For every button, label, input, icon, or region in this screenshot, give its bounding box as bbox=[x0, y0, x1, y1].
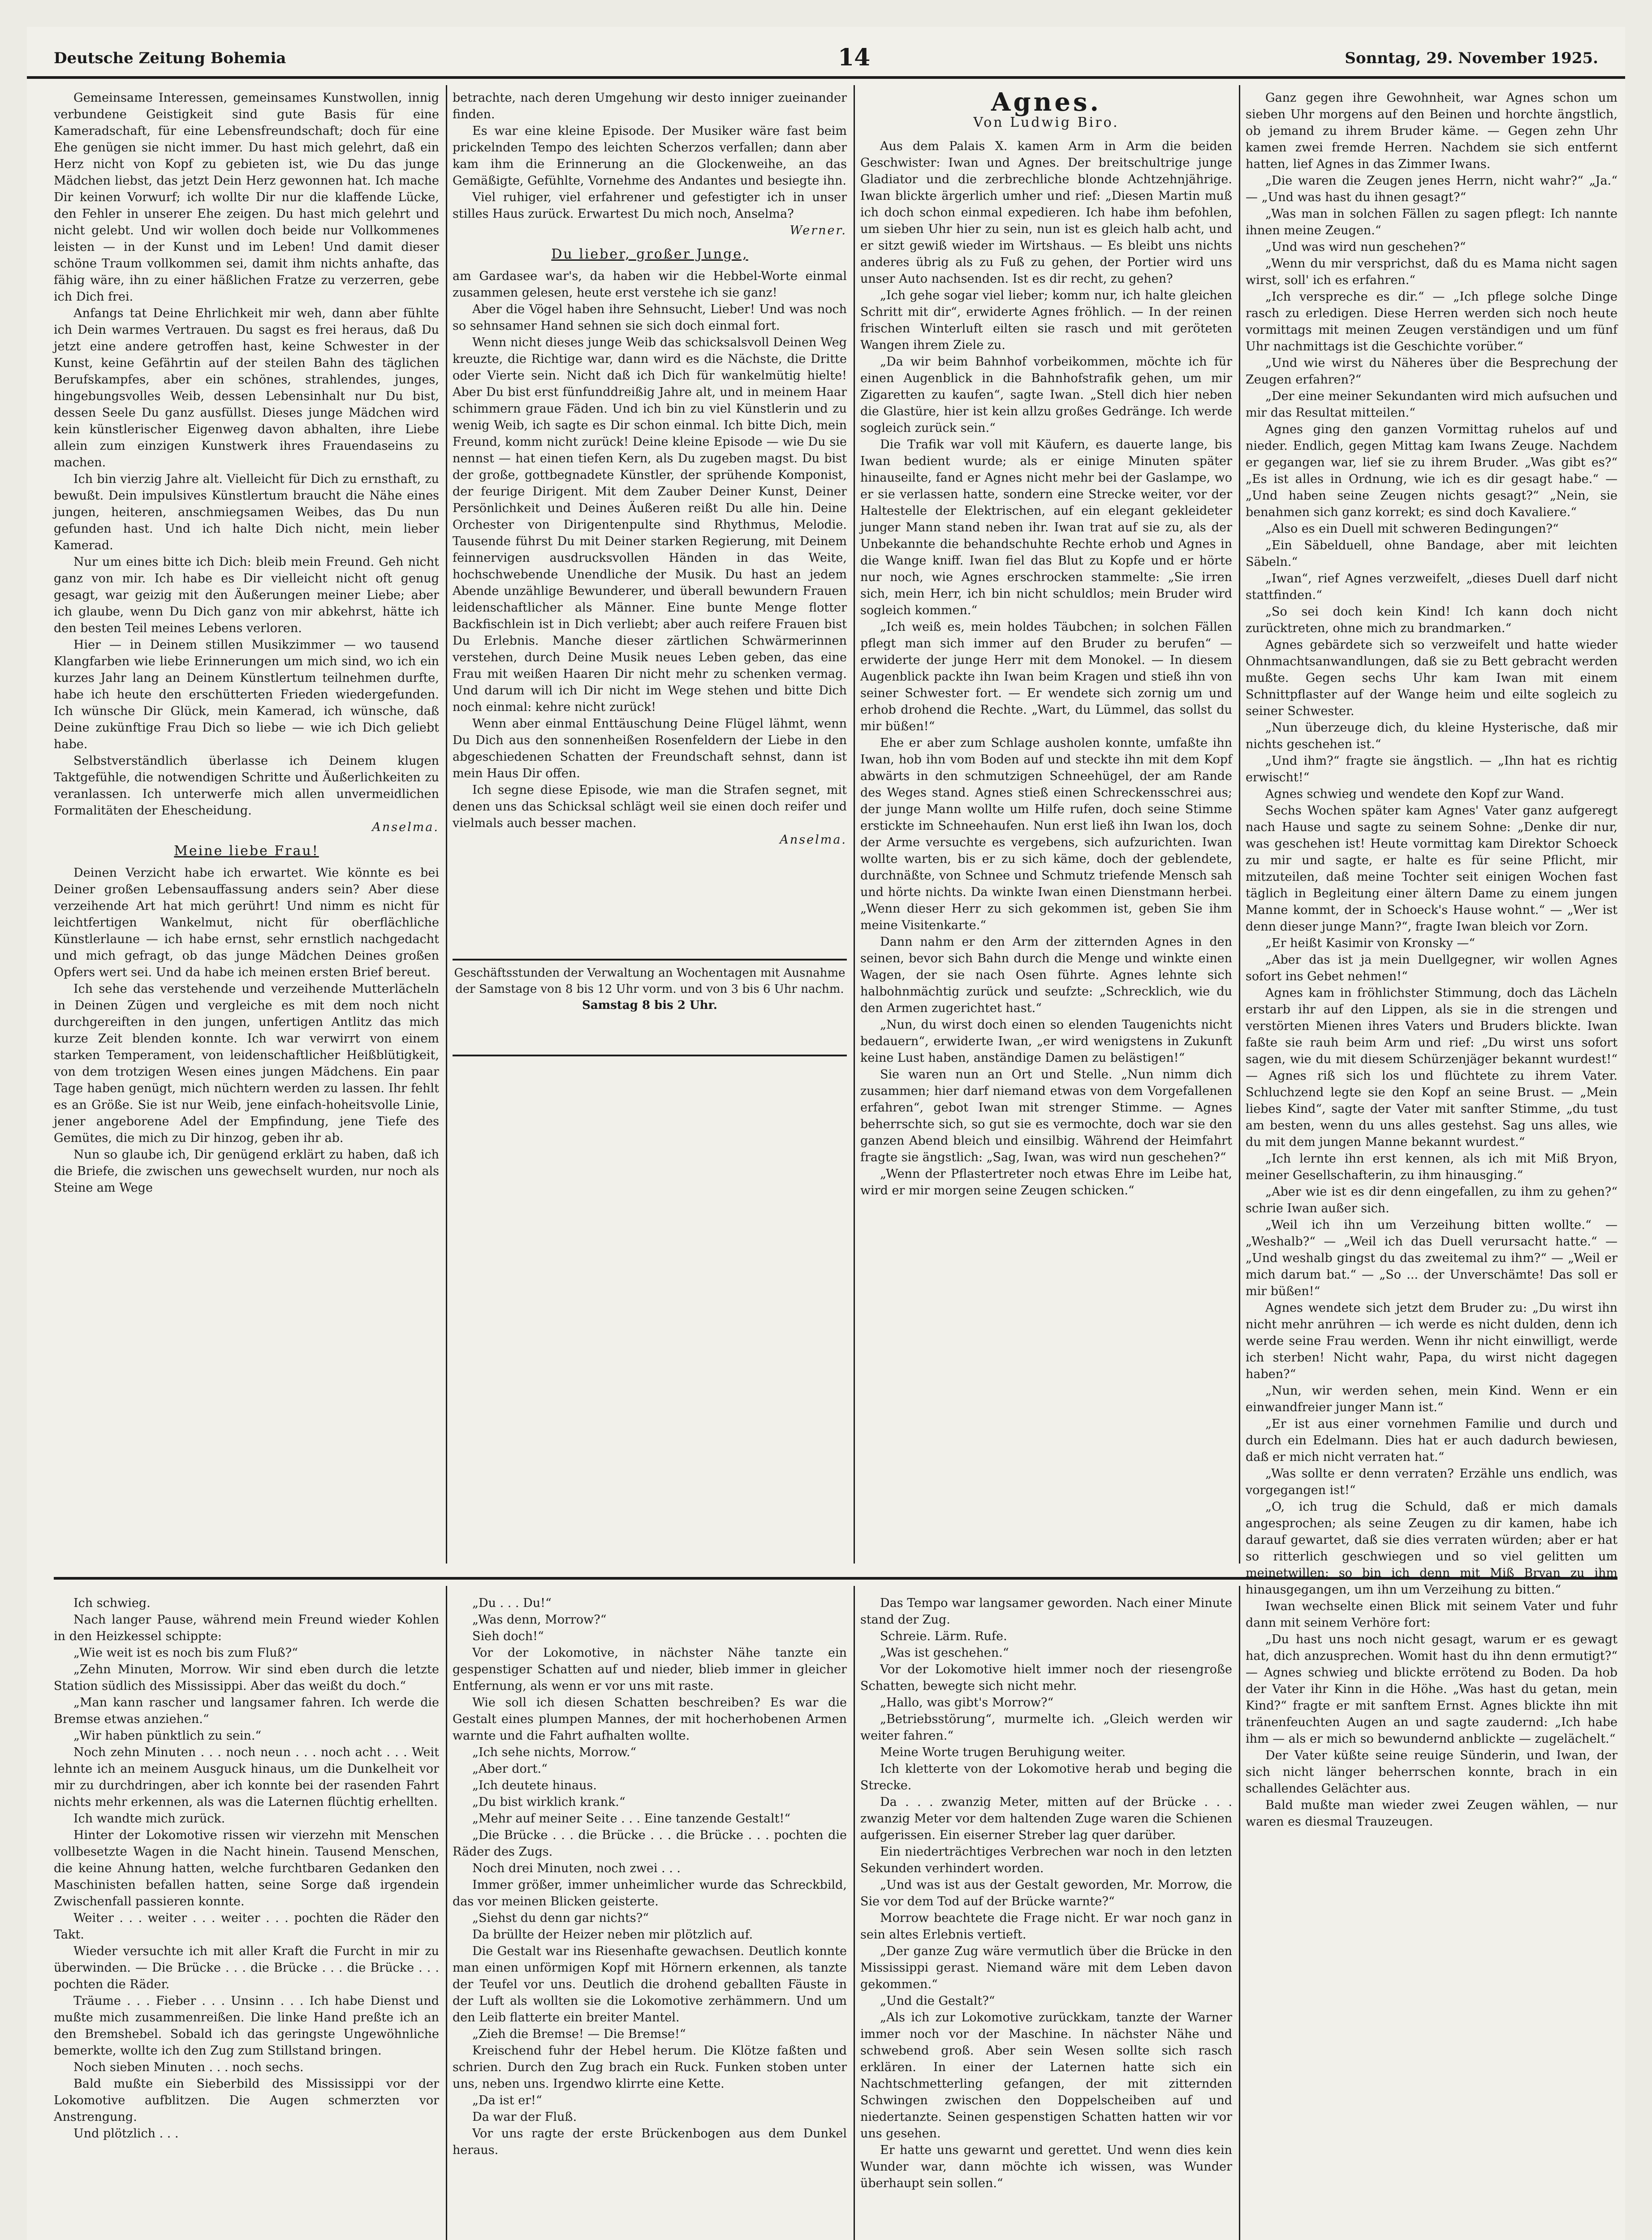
paragraph: „Du bist wirklich krank.“ bbox=[472, 1795, 625, 1809]
paragraph: Noch drei Minuten, noch zwei . . . bbox=[472, 1861, 681, 1875]
paragraph: „Was man in solchen Fällen zu sagen pflegt: Ich nannte ihnen meine Zeugen.“ bbox=[1246, 207, 1617, 237]
paragraph: Anfangs tat Deine Ehrlichkeit mir weh, dann aber fühlte ich Dein warmes Vertrauen. Du sagst es frei heraus, daß Du jetzt eine andere getroffen hast, keine Schwester in der Kunst, keine Gefährtin auf der steilen Bahn des täglichen Berufskampfes, aber ein schönes, strahlendes, junges, hingebungsvolles Weib, dessen Lebensinhalt nur Du bist, dessen Seele Du ganz ausfüllst. Dieses junge Mädchen wird kein künstlerischer Eigenweg davon abhalten, ihre Liebe allein zum einzigen Kunstwerk ihres Frauendaseins zu machen. bbox=[54, 306, 439, 470]
paragraph: „Was ist geschehen.“ bbox=[880, 1646, 1009, 1660]
paragraph: Sie waren nun an Ort und Stelle. „Nun nimm dich zusammen; hier darf niemand etwas von dem Vorgefallenen erfahren“, gebot Iwan mit strenger Stimme. — Agnes beherrschte sich, so gut sie es vermochte, doch war sie den ganzen Abend bleich und einsilbig. Während der Heimfahrt fragte sie ängstlich: „Sag, Iwan, was wird nun geschehen?“ bbox=[860, 1068, 1232, 1164]
paragraph: Sieh doch!“ bbox=[472, 1629, 544, 1643]
paragraph: Immer größer, immer unheimlicher wurde das Schreckbild, das vor meinen Blicken geisterte. bbox=[453, 1878, 847, 1908]
notice-line: Samstag 8 bis 2 Uhr. bbox=[582, 999, 717, 1012]
signature: Werner. bbox=[789, 224, 847, 237]
paragraph: „Betriebsstörung“, murmelte ich. „Gleich werden wir weiter fahren.“ bbox=[860, 1712, 1232, 1743]
signature: Anselma. bbox=[372, 820, 439, 834]
feuilleton-column-2 bbox=[453, 1595, 847, 2240]
paragraph: Hinter der Lokomotive rissen wir vierzehn mit Menschen vollbesetzte Wagen in die Nacht hinein. Tausend Menschen, die keine Ahnung hatten, welche furchtbaren Gedanken den Maschinisten befallen hatten, seine Sorge daß irgendein Zwischenfall passieren konnte. bbox=[54, 1828, 439, 1908]
story-column-2 bbox=[1246, 90, 1617, 1829]
paragraph: Da brüllte der Heizer neben mir plötzlich auf. bbox=[472, 1928, 753, 1942]
paragraph: „Und was ist aus der Gestalt geworden, Mr. Morrow, die Sie vor dem Tod auf der Brücke warnte?“ bbox=[860, 1878, 1232, 1908]
column-divider bbox=[446, 1586, 447, 2240]
paragraph: „Die Brücke . . . die Brücke . . . die Brücke . . . pochten die Räder des Zugs. bbox=[453, 1828, 847, 1859]
paragraph: „Und wie wirst du Näheres über die Besprechung der Zeugen erfahren?“ bbox=[1246, 356, 1617, 387]
paragraph: „Und ihm?“ fragte sie ängstlich. — „Ihn hat es richtig erwischt!“ bbox=[1246, 754, 1617, 784]
paragraph: „Aber dort.“ bbox=[472, 1762, 548, 1776]
page-header bbox=[27, 36, 1625, 79]
paragraph: Das Tempo war langsamer geworden. Nach einer Minute stand der Zug. bbox=[860, 1596, 1232, 1627]
paragraph: „Wir haben pünktlich zu sein.“ bbox=[73, 1729, 262, 1743]
paragraph: Wenn aber einmal Enttäuschung Deine Flügel lähmt, wenn Du Dich aus den sonnenheißen Rosenfeldern der Liebe in den abgeschiedenen Schatten der Freundschaft sehnst, dann ist mein Haus Dir offen. bbox=[453, 717, 847, 780]
paragraph: Der Vater küßte seine reuige Sünderin, und Iwan, der sich nicht länger beherrschen konnte, brach in ein schallendes Gelächter aus. bbox=[1246, 1749, 1617, 1796]
story-author: Von Ludwig Biro. bbox=[973, 115, 1119, 130]
paragraph: Er hatte uns gewarnt und gerettet. Und wenn dies kein Wunder war, dann möchte ich wissen, was Wunder überhaupt sein sollen.“ bbox=[860, 2143, 1232, 2190]
column-divider bbox=[446, 85, 447, 1564]
paragraph: Weiter . . . weiter . . . weiter . . . pochten die Räder den Takt. bbox=[54, 1911, 439, 1942]
paragraph: „Da wir beim Bahnhof vorbeikommen, möchte ich für einen Augenblick in die Bahnhofstrafik gehen, um mir Zigaretten zu kaufen“, sagte Iwan. „Stell dich hier neben die Glastüre, hier ist kein allzu großes Gedränge. Ich werde sogleich zurück sein.“ bbox=[860, 355, 1232, 435]
paragraph: Morrow beachtete die Frage nicht. Er war noch ganz in sein altes Erlebnis vertieft. bbox=[860, 1911, 1232, 1942]
paragraph: Schreie. Lärm. Rufe. bbox=[880, 1629, 1007, 1643]
paragraph: Agnes wendete sich jetzt dem Bruder zu: „Du wirst ihn nicht mehr anrühren — ich werde es nicht dulden, denn ich werde seine Frau werden. Wenn ihr nicht einwilligt, werde ich sterben! Nicht wahr, Papa, du wirst nicht dagegen haben?“ bbox=[1246, 1301, 1617, 1381]
paragraph: Ehe er aber zum Schlage ausholen konnte, umfaßte ihn Iwan, hob ihn vom Boden auf und steckte ihn mit dem Kopf abwärts in den schmutzigen Schneehügel, der am Rande des Weges stand. Agnes stieß einen Schreckensschrei aus; der junge Mann wollte um Hilfe rufen, doch seine Stimme erstickte im Schneehaufen. Nun erst ließ ihn Iwan los, doch der Arme versuchte es vergebens, sich aufzurichten. Iwan wollte warten, bis er zu sich käme, doch der geblendete, durchnäßte, von Schnee und Schmutz triefende Mensch sah und hörte nichts. Da winkte Iwan einen Dienstmann herbei. „Wenn dieser Herr zu sich gekommen ist, geben Sie ihm meine Visitenkarte.“ bbox=[860, 736, 1232, 932]
paragraph: Agnes schwieg und wendete den Kopf zur Wand. bbox=[1265, 787, 1564, 801]
paragraph: Es war eine kleine Episode. Der Musiker wäre fast beim prickelnden Tempo des leichten Scherzos verfallen; dann aber kam ihm die Erinnerung an die Glockenweihe, an das Gemäßigte, Gefühlte, Vornehme des Andantes und besiegte ihn. bbox=[453, 124, 847, 188]
paragraph: Iwan wechselte einen Blick mit seinem Vater und fuhr dann mit seinem Verhöre fort: bbox=[1246, 1599, 1617, 1630]
paragraph: Nun so glaube ich, Dir genügend erklärt zu haben, daß ich die Briefe, die zwischen uns gewechselt wurden, nur noch als Steine am Wege bbox=[54, 1148, 439, 1195]
signature: Anselma. bbox=[780, 833, 847, 847]
paragraph: Wie soll ich diesen Schatten beschreiben? Es war die Gestalt eines plumpen Mannes, der mit hocherhobenen Armen warnte und die Fahrt aufhalten wollte. bbox=[453, 1696, 847, 1743]
paragraph: Die Gestalt war ins Riesenhafte gewachsen. Deutlich konnte man einen unförmigen Kopf mit Hörnern erkennen, als tanzte der Teufel vor uns. Deutlich die drohend geballten Fäuste in der Luft als wollten sie die Lokomotive zerhämmern. Und um den Leib flatterte ein breiter Mantel. bbox=[453, 1944, 847, 2025]
paragraph: Wieder versuchte ich mit aller Kraft die Furcht in mir zu überwinden. — Die Brücke . . . die Brücke . . . die Brücke . . . pochten die Räder. bbox=[54, 1944, 439, 1991]
column-divider bbox=[1239, 1586, 1240, 2240]
paragraph: „Ich deutete hinaus. bbox=[472, 1779, 597, 1792]
paragraph: Kreischend fuhr der Hebel herum. Die Klötze faßten und schrien. Durch den Zug brach ein Ruck. Funken stoben unter uns, neben uns. Irgendwo klirrte eine Kette. bbox=[453, 2044, 847, 2091]
paragraph: Vor uns ragte der erste Brückenbogen aus dem Dunkel heraus. bbox=[453, 2127, 847, 2157]
paragraph: Da . . . zwanzig Meter, mitten auf der Brücke . . . zwanzig Meter vor dem haltenden Zuge waren die Schienen aufgerissen. Ein eiserner Streber lag quer darüber. bbox=[860, 1795, 1232, 1842]
paragraph: Viel ruhiger, viel erfahrener und gefestigter ich in unser stilles Haus zurück. Erwartest Du mich noch, Anselma? bbox=[453, 190, 847, 221]
paragraph: „Er heißt Kasimir von Kronsky —“ bbox=[1265, 936, 1475, 950]
paragraph: Noch zehn Minuten . . . noch neun . . . noch acht . . . Weit lehnte ich an meinem Ausguck hinaus, um die Dunkelheit vor mir zu durchdringen, aber ich konnte bei der rasenden Fahrt nichts mehr erkennen, als was die Laternen flüchtig erhellten. bbox=[54, 1745, 439, 1809]
paragraph: „Und die Gestalt?“ bbox=[880, 1994, 995, 2008]
column-divider bbox=[854, 85, 855, 1564]
paragraph: „Der ganze Zug wäre vermutlich über die Brücke in den Mississippi gerast. Niemand wäre mit dem Leben davon gekommen.“ bbox=[860, 1944, 1232, 1991]
paragraph: Selbstverständlich überlasse ich Deinem klugen Taktgefühle, die notwendigen Schritte und Äußerlichkeiten zu veranlassen. Ich unterwerfe mich allen unvermeidlichen Formalitäten der Ehescheidung. bbox=[54, 754, 439, 818]
letters-column-1 bbox=[54, 90, 439, 1564]
paragraph: „Wenn du mir versprichst, daß du es Mama nicht sagen wirst, soll' ich es erfahren.“ bbox=[1246, 257, 1617, 287]
paragraph: Hier — in Deinem stillen Musikzimmer — wo tausend Klangfarben wie liebe Erinnerungen um mich sind, wo ich ein kurzes Jahr lang an Deinem Künstlertum teilnehmen durfte, habe ich heute den erschütterten Frieden wiedergefunden. Ich wünsche Dir Glück, mein Kamerad, ich wünsche, daß Deine zukünftige Frau Dich so liebe — wie ich Dich geliebt habe. bbox=[54, 638, 439, 751]
paragraph: „Hallo, was gibt's Morrow?“ bbox=[880, 1696, 1054, 1710]
paragraph: „Was sollte er denn verraten? Erzähle uns endlich, was vorgegangen ist!“ bbox=[1246, 1467, 1617, 1497]
letter-salutation: Du lieber, großer Junge, bbox=[551, 246, 748, 262]
paragraph: Ich wandte mich zurück. bbox=[73, 1812, 225, 1826]
paragraph: Meine Worte trugen Beruhigung weiter. bbox=[880, 1745, 1126, 1759]
paragraph: „Zehn Minuten, Morrow. Wir sind eben durch die letzte Station südlich des Mississippi. Aber das weißt du doch.“ bbox=[54, 1663, 439, 1693]
notice-line: Geschäftsstunden der Verwaltung an Wochentagen mit Ausnahme der Samstage von 8 bis 12 Uhr vorm. und von 3 bis 6 Uhr nachm. bbox=[454, 966, 845, 996]
paragraph: Nach langer Pause, während mein Freund wieder Kohlen in den Heizkessel schippte: bbox=[54, 1613, 439, 1643]
story-column-1 bbox=[860, 87, 1232, 1564]
paragraph: „Du hast uns noch nicht gesagt, warum er es gewagt hat, dich anzusprechen. Womit hast du ihn denn ermutigt?“ — Agnes schwieg und blickte errötend zu Boden. Da hob der Vater ihr Kinn in die Höhe. „Was hast du getan, mein Kind?“ fragte er mit sanftem Ernst. Agnes blickte ihn mit tränenfeuchten Augen an und sagte zaudernd: „Ich habe ihm — als er mich so bewundernd anblickte — zugelächelt.“ bbox=[1246, 1633, 1617, 1746]
paragraph: „Ich gehe sogar viel lieber; komm nur, ich halte gleichen Schritt mit dir“, erwiderte Agnes fröhlich. — In der reinen frischen Winterluft eilten sie rasch und mit geröteten Wangen ihrem Ziele zu. bbox=[860, 289, 1232, 352]
paragraph: „Er ist aus einer vornehmen Familie und durch und durch ein Edelmann. Dies hat er auch dadurch bewiesen, daß er mich nicht verraten hat.“ bbox=[1246, 1417, 1617, 1464]
paragraph: Träume . . . Fieber . . . Unsinn . . . Ich habe Dienst und mußte mich zusammenreißen. Die linke Hand preßte ich an den Bremshebel. Sobald ich das geringste Ungewöhnliche bemerkte, wollte ich den Zug zum Stillstand bringen. bbox=[54, 1994, 439, 2058]
paragraph: am Gardasee war's, da haben wir die Hebbel-Worte einmal zusammen gelesen, heute erst verstehe ich sie ganz! bbox=[453, 269, 847, 300]
paragraph: Agnes gebärdete sich so verzweifelt und hatte wieder Ohnmachtsanwandlungen, daß sie zu Bett gebracht werden mußte. Gegen sechs Uhr kam Iwan mit einem Schnittpflaster auf der Wange heim und eilte sogleich zu seiner Schwester. bbox=[1246, 638, 1617, 718]
paragraph: „Nun, du wirst doch einen so elenden Taugenichts nicht bedauern“, erwiderte Iwan, „er wird wenigstens in Zukunft keine Lust haben, anständige Damen zu belästigen!“ bbox=[860, 1018, 1232, 1065]
paragraph: „Der eine meiner Sekundanten wird mich aufsuchen und mir das Resultat mitteilen.“ bbox=[1246, 389, 1617, 420]
paragraph: Noch sieben Minuten . . . noch sechs. bbox=[73, 2060, 304, 2074]
paragraph: „Wie weit ist es noch bis zum Fluß?“ bbox=[73, 1646, 298, 1660]
paragraph: „Aber wie ist es dir denn eingefallen, zu ihm zu gehen?“ schrie Iwan außer sich. bbox=[1246, 1185, 1617, 1215]
paragraph: Ich schwieg. bbox=[73, 1596, 151, 1610]
feuilleton-column-3 bbox=[860, 1595, 1232, 2240]
paragraph: „Aber das ist ja mein Duellgegner, wir wollen Agnes sofort ins Gebet nehmen!“ bbox=[1246, 953, 1617, 983]
paragraph: „Ich sehe nichts, Morrow.“ bbox=[472, 1745, 637, 1759]
paragraph: Ich kletterte von der Lokomotive herab und beging die Strecke. bbox=[860, 1762, 1232, 1792]
office-hours-notice bbox=[453, 959, 847, 1056]
paragraph: „Nun überzeuge dich, du kleine Hysterische, daß mir nichts geschehen ist.“ bbox=[1246, 721, 1617, 751]
paragraph: „Iwan“, rief Agnes verzweifelt, „dieses Duell darf nicht stattfinden.“ bbox=[1246, 572, 1617, 602]
paragraph: „Nun, wir werden sehen, mein Kind. Wenn er ein einwandfreier junger Mann ist.“ bbox=[1246, 1384, 1617, 1414]
paragraph: „Was denn, Morrow?“ bbox=[472, 1613, 607, 1627]
paragraph: Ganz gegen ihre Gewohnheit, war Agnes schon um sieben Uhr morgens auf den Beinen und horchte ängstlich, ob jemand zu ihrem Bruder käme. — Gegen zehn Uhr kamen zwei fremde Herren. Nachdem sie sich entfernt hatten, lief Agnes in das Zimmer Iwans. bbox=[1246, 91, 1617, 171]
paragraph: Bald mußte man wieder zwei Zeugen wählen, — nur waren es diesmal Trauzeugen. bbox=[1246, 1798, 1617, 1829]
paragraph: Vor der Lokomotive, in nächster Nähe tanzte ein gespenstiger Schatten auf und nieder, blieb immer in gleicher Entfernung, als wenn er vor uns mit raste. bbox=[453, 1646, 847, 1693]
paragraph: „Ein Säbelduell, ohne Bandage, aber mit leichten Säbeln.“ bbox=[1246, 538, 1617, 569]
paragraph: Gemeinsame Interessen, gemeinsames Kunstwollen, innig verbundene Geistigkeit sind gute Basis für eine Kameradschaft, für eine Lebensfreundschaft; doch für eine Ehe genügen sie nicht immer. Du hast mich gelehrt, daß ein Herz nicht von Kopf zu gebieten ist, wie Du das junge Mädchen liebst, das jetzt Dein Herz gewonnen hat. Ich mache Dir keinen Vorwurf; ich wollte Dir nur die klaffende Lücke, den Fehler in unserer Ehe zeigen. Du hast mich gelehrt und nicht gelebt. Und wir wollen doch beide nur Vollkommenes leisten — in der Kunst und im Leben! Und damit dieser schöne Traum vollkommen sei, damit ihm nichts anhafte, das fähig wäre, ihn zu einer häßlichen Fratze zu verzerren, gebe ich Dich frei. bbox=[54, 91, 439, 304]
paragraph: „Siehst du denn gar nichts?“ bbox=[472, 1911, 649, 1925]
paragraph: Ich bin vierzig Jahre alt. Vielleicht für Dich zu ernsthaft, zu bewußt. Dein impulsives Künstlertum braucht die Nähe eines jungen, heiteren, anschmiegsamen Weibes, das Du nun gefunden hast. Und ich halte Dich nicht, mein lieber Kamerad. bbox=[54, 472, 439, 552]
paragraph: Sechs Wochen später kam Agnes' Vater ganz aufgeregt nach Hause und sagte zu seinem Sohne: „Denke dir nur, was geschehen ist! Heute vormittag kam Direktor Schoeck zu mir und sagte, er halte es für seine Pflicht, mir mitzuteilen, daß meine Tochter seit einigen Wochen fast täglich in Begleitung einer ältern Dame zu einem jungen Manne kommt, der in Schoeck's Hause wohnt.“ — „Wer ist denn dieser junge Mann?“, fragte Iwan bleich vor Zorn. bbox=[1246, 804, 1617, 934]
paragraph: Vor der Lokomotive hielt immer noch der riesengroße Schatten, bewegte sich nicht mehr. bbox=[860, 1663, 1232, 1693]
paragraph: „Ich lernte ihn erst kennen, als ich mit Miß Bryon, meiner Gesellschafterin, zu ihm hinausging.“ bbox=[1246, 1152, 1617, 1182]
paragraph: Ein niederträchtiges Verbrechen war noch in den letzten Sekunden verhindert worden. bbox=[860, 1845, 1232, 1875]
letters-column-2 bbox=[453, 90, 847, 945]
paragraph: Bald mußte ein Sieberbild des Mississippi vor der Lokomotive aufblitzen. Die Augen schmerzten vor Anstrengung. bbox=[54, 2077, 439, 2124]
story-title: Agnes. bbox=[991, 87, 1101, 117]
paragraph: betrachte, nach deren Umgehung wir desto inniger zueinander finden. bbox=[453, 91, 847, 121]
letter-salutation: Meine liebe Frau! bbox=[174, 843, 319, 859]
paragraph: „Ich weiß es, mein holdes Täubchen; in solchen Fällen pflegt man sich immer auf den Bruder zu berufen“ — erwiderte der junge Herr mit dem Monokel. — In diesem Augenblick packte ihn Iwan beim Kragen und stieß ihn von seiner Schwester fort. — Er wendete sich zornig um und erhob drohend die Rechte. „Wart, du Lümmel, das sollst du mir büßen!“ bbox=[860, 620, 1232, 733]
paragraph: Deinen Verzicht habe ich erwartet. Wie könnte es bei Deiner großen Lebensauffassung anders sein? Aber diese verzeihende Art hat mich gerührt! Und nimm es nicht für leichtfertigen Wankelmut, nicht für oberflächliche Künstlerlaune — ich habe ernst, sehr ernstlich nachgedacht und mich gefragt, ob das junge Mädchen Deines großen Opfers wert sei. Und da habe ich meinen ersten Brief bereut. bbox=[54, 866, 439, 979]
paragraph: Ich segne diese Episode, wie man die Strafen segnet, mit denen uns das Schicksal schlägt weil sie einen doch reifer und vielmals auch besser machen. bbox=[453, 783, 847, 830]
paragraph: „Man kann rascher und langsamer fahren. Ich werde die Bremse etwas anziehen.“ bbox=[54, 1696, 439, 1726]
paragraph: „Weil ich ihn um Verzeihung bitten wollte.“ — „Weshalb?“ — „Weil ich das Duell verursacht hatte.“ — „Und weshalb gingst du das zweitemal zu ihm?“ — „Weil er mich darum bat.“ — „So ... der Unverschämte! Das soll er mir büßen!“ bbox=[1246, 1218, 1617, 1298]
paragraph: „Zieh die Bremse! — Die Bremse!“ bbox=[472, 2027, 686, 2041]
feuilleton-column-1 bbox=[54, 1595, 439, 2240]
paragraph: „So sei doch kein Kind! Ich kann doch nicht zurücktreten, ohne mich zu brandmarken.“ bbox=[1246, 605, 1617, 635]
paragraph: „Da ist er!“ bbox=[472, 2094, 542, 2107]
page-number: 14 bbox=[838, 44, 871, 71]
paragraph: „Die waren die Zeugen jenes Herrn, nicht wahr?“ „Ja.“ — „Und was hast du ihnen gesagt?“ bbox=[1246, 174, 1617, 204]
paragraph: „Und was wird nun geschehen?“ bbox=[1265, 240, 1466, 254]
paragraph: Dann nahm er den Arm der zitternden Agnes in den seinen, bevor sich Bahn durch die Menge und winkte einen Wagen, der sie nach Osen führte. Agnes lehnte sich halbohnmächtig zurück und seufzte: „Schrecklich, wie du den Armen zugerichtet hast.“ bbox=[860, 935, 1232, 1015]
paragraph: Und plötzlich . . . bbox=[73, 2127, 179, 2141]
paragraph: „Ich verspreche es dir.“ — „Ich pflege solche Dinge rasch zu erledigen. Diese Herren werden sich noch heute vormittags mit meinen Zeugen verständigen und um fünf Uhr nachmittags ist die Geschichte vorüber.“ bbox=[1246, 290, 1617, 353]
paragraph: Ich sehe das verstehende und verzeihende Mutterlächeln in Deinen Zügen und vergleiche es mit dem noch nicht durchgereiften in den jungen, unfertigen Antlitz das mich kurze Zeit blenden konnte. Ich war verwirrt von einem starken Temperament, von leidenschaftlicher Heißblütigkeit, von dem trotzigen Wesen eines jungen Mädchens. Ein paar Tage haben genügt, mich nüchtern werden zu lassen. Ihr fehlt es an Größe. Sie ist nur Weib, jene einfach-hoheitsvolle Linie, jener angeborene Adel der Empfindung, jene Tiefe des Gemütes, die mich zu Dir hinzog, geben ihr ab. bbox=[54, 982, 439, 1145]
paragraph: Aus dem Palais X. kamen Arm in Arm die beiden Geschwister: Iwan und Agnes. Der breitschultrige junge Gladiator und die zerbrechliche blonde Achtzehnjährige. Iwan blickte ärgerlich umher und rief: „Diesen Martin muß ich doch schon einmal expedieren. Ich habe ihm befohlen, um sieben Uhr hier zu sein, nun ist es gleich halb acht, und er sitzt gewiß wieder im Wirtshaus. — Es bleibt uns nichts anderes übrig als zu Fuß zu gehen, der Portier wird uns unser Auto nachsenden. Ist es dir recht, zu gehen? bbox=[860, 139, 1232, 286]
paragraph: Nur um eines bitte ich Dich: bleib mein Freund. Geh nicht ganz von mir. Ich habe es Dir vielleicht nicht oft genug gesagt, war geizig mit den Äußerungen meiner Liebe; aber ich glaube, wenn Du Dich ganz von mir abkehrst, hätte ich den besten Teil meines Lebens verloren. bbox=[54, 555, 439, 635]
column-divider bbox=[1239, 85, 1240, 1564]
column-divider bbox=[854, 1586, 855, 2240]
paragraph: „Also es ein Duell mit schweren Bedingungen?“ bbox=[1265, 522, 1559, 536]
paragraph: Agnes kam in fröhlichster Stimmung, doch das Lächeln erstarb ihr auf den Lippen, als sie in die strengen und verstörten Mienen ihres Vaters und Bruders blickte. Iwan faßte sie rauh beim Arm und rief: „Du wirst uns sofort sagen, wie du mit diesem Schürzenjäger bekannt wurdest!“ — Agnes riß sich los und flüchtete zu ihrem Vater. Schluchzend legte sie den Kopf an seine Brust. — „Mein liebes Kind“, sagte der Vater mit sanfter Stimme, „du tust am besten, wenn du uns alles gestehst. Sag uns alles, wie du mit dem jungen Manne bekannt wurdest.“ bbox=[1246, 986, 1617, 1149]
newspaper-name: Deutsche Zeitung Bohemia bbox=[54, 49, 286, 67]
paragraph: Agnes ging den ganzen Vormittag ruhelos auf und nieder. Endlich, gegen Mittag kam Iwans Zeuge. Nachdem er gegangen war, lief sie zu ihrem Bruder. „Was gibt es?“ „Es ist alles in Ordnung, wie ich es dir gesagt habe.“ — „Und haben seine Zeugen nichts gesagt?“ „Nein, sie benahmen sich ganz korrekt; es sind doch Kavaliere.“ bbox=[1246, 422, 1617, 519]
issue-date: Sonntag, 29. November 1925. bbox=[1345, 49, 1598, 67]
paragraph: Da war der Fluß. bbox=[472, 2110, 577, 2124]
paragraph: Aber die Vögel haben ihre Sehnsucht, Lieber! Und was noch so sehnsamer Hand sehnen sie sich doch einmal fort. bbox=[453, 302, 847, 333]
paragraph: „O, ich trug die Schuld, daß er mich damals angesprochen; als seine Zeugen zu dir kamen, habe ich darauf gewartet, daß sie dies verraten würden; aber er hat so ritterlich geschwiegen und so viel gelitten um meinetwillen; so bin ich denn mit Miß Bryan zu ihm hinausgegangen, um ihn um Verzeihung zu bitten.“ bbox=[1246, 1500, 1617, 1597]
paragraph: „Wenn der Pflastertreter noch etwas Ehre im Leibe hat, wird er mir morgen seine Zeugen schicken.“ bbox=[860, 1167, 1232, 1198]
paragraph: „Mehr auf meiner Seite . . . Eine tanzende Gestalt!“ bbox=[472, 1812, 791, 1826]
paragraph: Wenn nicht dieses junge Weib das schicksalsvoll Deinen Weg kreuzte, die Richtige war, dann wird es die Nächste, die Dritte oder Vierte sein. Nicht daß ich Dich für wankelmütig hielte! Aber Du bist erst fünfunddreißig Jahre alt, und in meinem Haar schimmern graue Fäden. Und ich bin zu viel Künstlerin und zu wenig Weib, ich sagte es Dir schon einmal. Ich bitte Dich, mein Freund, komm nicht zurück! Deine kleine Episode — wie Du sie nennst — hat einen tiefen Kern, als Du zugeben magst. Du bist der große, gottbegnadete Künstler, der sprühende Komponist, der feurige Dirigent. Mit dem Zauber Deiner Kunst, Deiner Persönlichkeit und Deines Äußeren reißt Du alle hin. Deine Orchester von Dirigentenpulte sind Rhythmus, Melodie. Tausende führst Du mit Deiner starken Regierung, mit Deinem feinnervigen ausdrucksvollen Händen in das Weite, hochschwebende Unendliche der Musik. Du hast an jedem Abende unzählige Bewunderer, und überall bewundern Frauen leidenschaftlicher als Männer. Eine bunte Menge flotter Backfischlein ist in Dich verliebt; aber auch reifere Frauen bist Du Erlebnis. Manche dieser zärtlichen Schwärmerinnen verstehen, durch Deine Musik neues Leben geben, das eine Frau mit weißen Haaren Dir nicht mehr zu schenken vermag. Und darum will ich Dir nicht im Wege stehen und bitte Dich noch einmal: kehre nicht zurück! bbox=[453, 336, 847, 714]
paragraph: „Als ich zur Lokomotive zurückkam, tanzte der Warner immer noch vor der Maschine. In nächster Nähe und schwebend groß. Aber sein Wesen sollte sich rasch erklären. In einer der Laternen hatte sich ein Nachtschmetterling gefangen, der mit zitternden Schwingen zwischen den Doppelscheiben auf und niedertanzte. Seinen gespenstigen Schatten hatten wir vor uns gesehen. bbox=[860, 2011, 1232, 2141]
paragraph: „Du . . . Du!“ bbox=[472, 1596, 552, 1610]
paragraph: Die Trafik war voll mit Käufern, es dauerte lange, bis Iwan bedient wurde; als er einige Minuten später hinauseilte, fand er Agnes nicht mehr bei der Gaslampe, wo er sie verlassen hatte, sondern eine Strecke weiter, vor der Haltestelle der Elektrischen, auf ein elegant gekleideter junger Mann stand neben ihr. Iwan trat auf sie zu, als der Unbekannte die behandschuhte Rechte erhob und Agnes in die Wange kniff. Iwan fiel das Blut zu Kopfe und er hörte nur noch, wie Agnes erschrocken stammelte: „Sie irren sich, mein Herr, ich bin nicht schuldlos; mein Bruder wird sogleich kommen.“ bbox=[860, 438, 1232, 617]
